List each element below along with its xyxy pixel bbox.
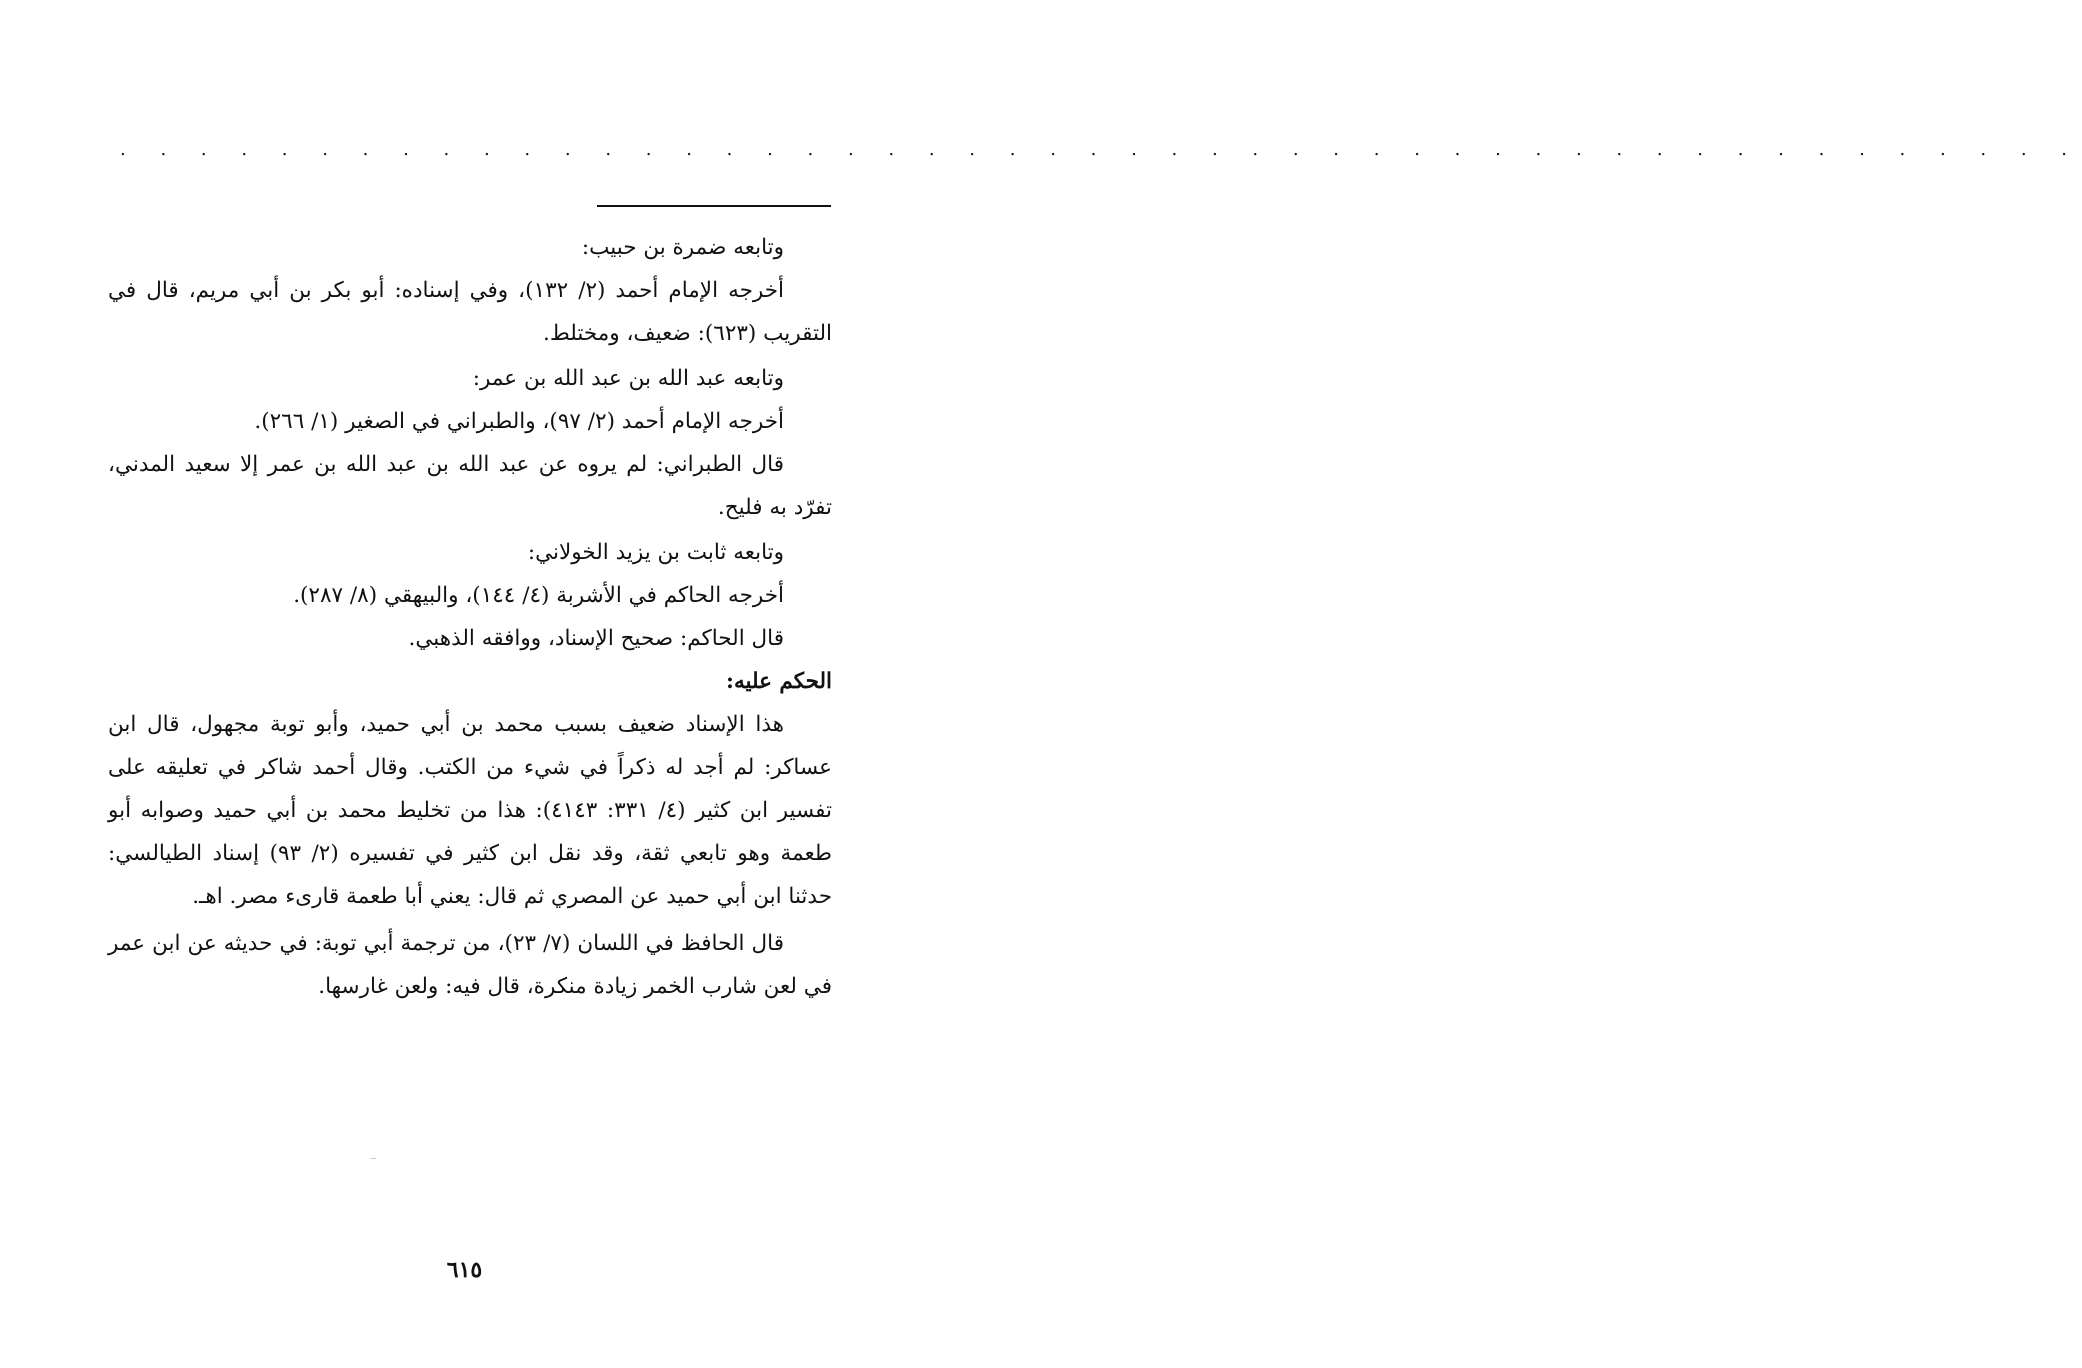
paragraph-verdict: هذا الإسناد ضعيف بسبب محمد بن أبي حميد، وأبو توبة مجهول، قال ابن عساكر: لم أجد له ذكراً في شيء من الكتب. وقال أحمد شاكر في تعليقه على تفسير ابن كثير (٤/ ٣٣١: ٤١٤٣): هذا من تخليط محمد بن أبي حميد وصوابه أبو طعمة وهو تابعي ثقة، وقد نقل ابن كثير في تفسيره (٢/ ٩٣) إسناد الطيالسي: حدثنا ابن أبي حميد عن المصري ثم قال: يعني أبا طعمة قارىء مصر. اهـ. xyxy=(108,712,833,909)
main-text xyxy=(108,226,832,1008)
footnote-divider xyxy=(597,205,831,207)
paragraph-ahmad-132: أخرجه الإمام أحمد (٢/ ١٣٢)، وفي إسناده: أبو بكر بن أبي مريم، قال في التقريب (٦٢٣): ضعيف، ومختلط. xyxy=(108,278,832,346)
paragraph-hakim-ashriba: أخرجه الحاكم في الأشربة (٤/ ١٤٤)، والبيهقي (٨/ ٢٨٧). xyxy=(293,583,784,608)
paragraph-dhamra: وتابعه ضمرة بن حبيب: xyxy=(581,235,784,260)
scan-speck xyxy=(370,1158,376,1159)
paragraph-ahmad-97: أخرجه الإمام أحمد (٢/ ٩٧)، والطبراني في الصغير (١/ ٢٦٦). xyxy=(254,409,784,434)
paragraph-tabarani: قال الطبراني: لم يروه عن عبد الله بن عبد الله بن عمر إلا سعيد المدني، تفرّد به فليح. xyxy=(108,452,832,520)
paragraph-lisan: قال الحافظ في اللسان (٧/ ٢٣)، من ترجمة أبي توبة: في حديثه عن ابن عمر في لعن شارب الخمر زيادة منكرة، قال فيه: ولعن غارسها. xyxy=(108,931,832,999)
paragraph-hakim-sahih: قال الحاكم: صحيح الإسناد، ووافقه الذهبي. xyxy=(408,626,784,651)
section-heading: الحكم عليه: xyxy=(726,669,832,694)
paragraph-abdullah: وتابعه عبد الله بن عبد الله بن عمر: xyxy=(472,366,784,391)
dotted-separator: . . . . . . . . . . . . . . . . . . . . . . . . . . . . . . . . . . . . . . . . . . . . . . . . . xyxy=(120,139,2082,160)
page-number: ٦١٥ xyxy=(446,1257,483,1283)
paragraph-thabit: وتابعه ثابت بن يزيد الخولاني: xyxy=(527,540,784,565)
